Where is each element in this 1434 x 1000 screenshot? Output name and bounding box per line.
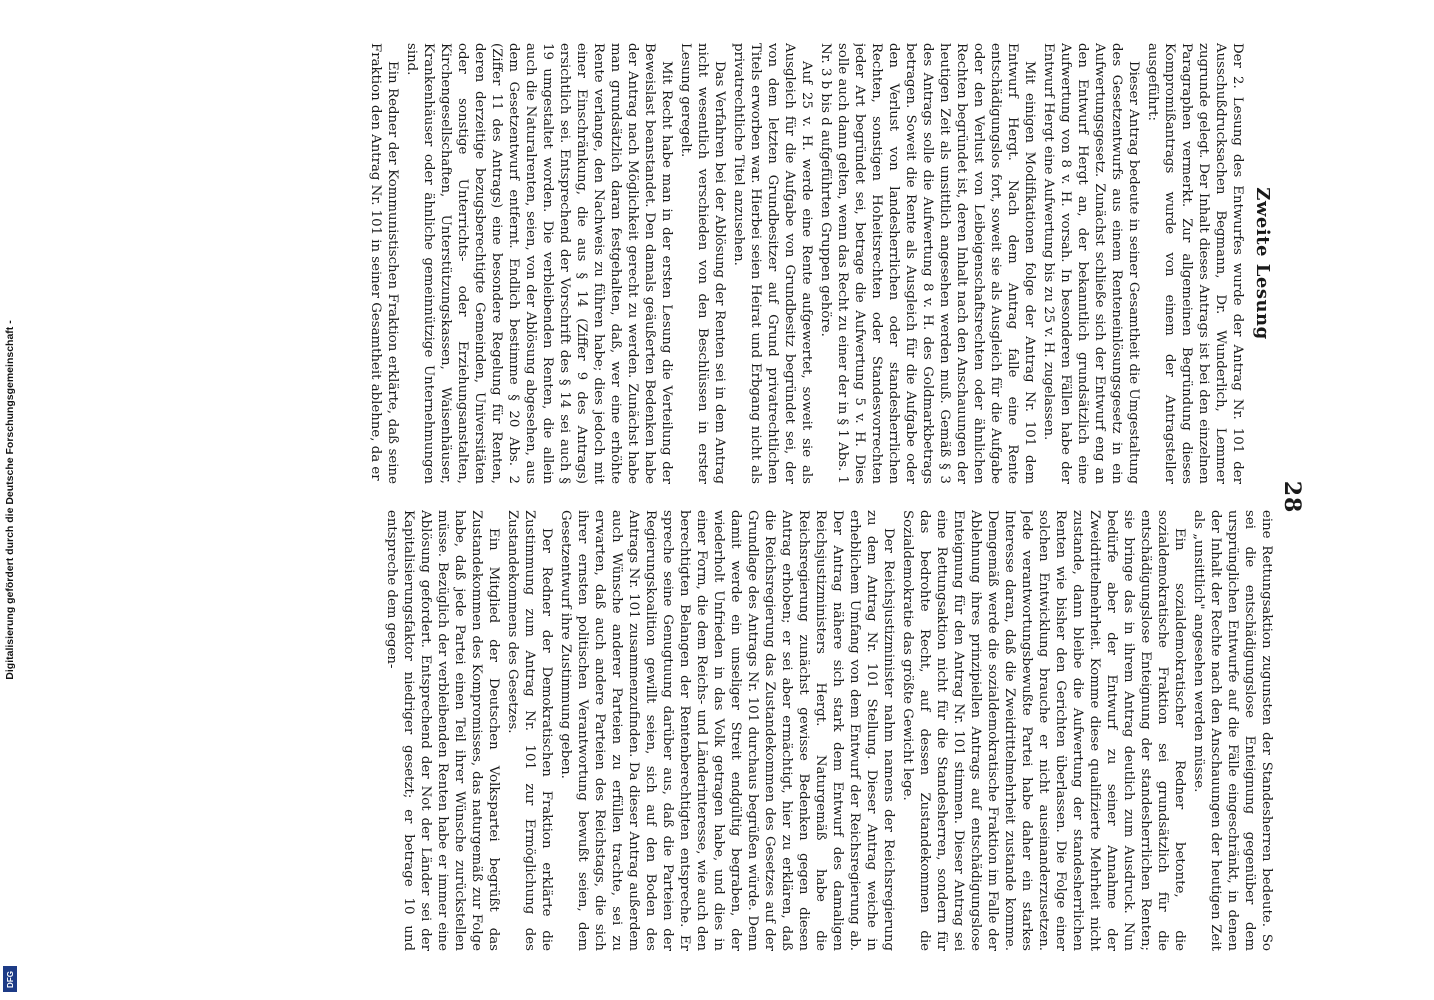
- paragraph: Der Redner der Demokratischen Fraktion erklärte die Zustimmung zum Antrag Nr. 101 zur Ermöglichung des Zustandekommens des Gesetzes.: [505, 510, 554, 951]
- dfg-logo-text: DFG: [5, 970, 15, 988]
- paragraph: Mit Recht habe man in der ersten Lesung die Verteilung der Beweislast beanstandet. Den damals geäußerten Bedenken habe der Antrag nach Möglichkeit gerecht zu werden. Zunächst habe man grundsätzlich daran festgehalten, daß, wer eine erhöhte Rente verlange, den Nachweis zu führen habe; dies jedoch mit einer Einschränkung, die aus § 14 (Ziffer 9 des Antrags) ersichtlich sei. Entsprechend der Vorschrift des § 14 sei auch § 19 umgestaltet worden. Die verbleibenden Renten, die allein auch die Naturalrenten, seien, von der Ablösung abgesehen, aus dem Gesetzentwurf entfernt. Endlich bestimme § 20 Abs. 2 (Ziffer 11 des Antrags) eine besondere Regelung für Renten, deren derzeitige bezugsberechtigte Gemeinden, Universitäten oder sonstige Unterrichts- oder Erziehungsanstalten, Kirchengesellschaften, Unterstützungskassen, Waisenhäuser, Krankenhäuser oder ähnliche gemeinnützige Unternehmungen sind.: [404, 43, 674, 484]
- digitization-footer: [0, 0, 20, 1000]
- paragraph: Der 2. Lesung des Entwurfes wurde der Antrag Nr. 101 der Ausschußdrucksachen Begmann, Dr. Wunderlich, Lemmer zugrunde gelegt. Der Inhalt dieses Antrags ist bei den einzelnen Paragraphen vermerkt. Zur allgemeinen Begründung dieses Kompromißantrags wurde von einem der Antragsteller ausgeführt:: [1145, 43, 1245, 484]
- paragraph: Das Verfahren bei der Ablösung der Renten sei in dem Antrag nicht wesentlich verschieden von den Beschlüssen in erster Lesung geregelt.: [678, 43, 727, 484]
- page-number: 28: [1279, 480, 1305, 514]
- left-column: [125, 43, 1275, 484]
- dfg-logo: [3, 966, 17, 992]
- section-heading: Zweite Lesung: [1252, 187, 1273, 340]
- paragraph: eine Rettungsaktion zugunsten der Standesherren bedeute. So sei die entschädigungslose Enteignung gegenüber dem ursprünglichen Entwurfe auf die Fälle eingeschränkt, in denen der Inhalt der Rechte nach den Anschauungen der heutigen Zeit als „unsittlich" angesehen werden müsse.: [1191, 510, 1274, 951]
- text-columns: [125, 43, 1275, 951]
- paragraph: Dieser Antrag bedeute in seiner Gesamtheit die Umgestaltung des Gesetzentwurfs aus einem Renteneinlösungsgesetz in ein Aufwertungsgesetz. Zunächst schließe sich der Entwurf eng an den Entwurf Hergt an, der bekanntlich grundsätzlich eine Aufwertung von 8 v. H. vorsah. In besonderen Fällen habe der Entwurf Hergt eine Aufwertung bis zu 25 v. H. zugelassen.: [1041, 43, 1141, 484]
- paragraph: Auf 25 v. H. werde eine Rente aufgewertet, soweit sie als Ausgleich für die Aufgabe von Grundbesitz begründet sei, der von dem letzten Grundbesitzer auf Grund privatrechtlichen Titels erworben war. Hierbei seien Heirat und Erbgang nicht als privatrechtliche Titel anzusehen.: [731, 43, 814, 484]
- right-column: [125, 510, 1275, 951]
- scanned-document-page: [107, 5, 1327, 985]
- paragraph: Der Reichsjustizminister nahm namens der Reichsregierung zu dem Antrag Nr. 101 Stellung. Dieser Antrag weiche in erheblichem Umfang von dem Entwurf der Reichsregierung ab. Der Antrag nähere sich stark dem Entwurf des damaligen Reichsjustizministers Hergt. Naturgemäß habe die Reichsregierung zunächst gewisse Bedenken gegen diesen Antrag erhoben; er sei aber ermächtigt, hier zu erklären, daß die Reichsregierung das Zustandekommen des Gesetzes auf der Grundlage des Antrags Nr. 101 durchaus begrüßen würde. Denn damit werde ein unseliger Streit endgültig begraben, der wiederholt Unfrieden in das Volk getragen habe, und dies in einer Form, die dem Reichs- und Länderinteresse, wie auch den berechtigten Belangen der Rentenberechtigten entspreche. Er spreche seine Genugtuung darüber aus, daß die Parteien der Regierungskoalition gewillt seien, sich auf den Boden des Antrags Nr. 101 zusammenzufinden. Da dieser Antrag außerdem auch Wünsche anderer Parteien zu erfüllen trachte, sei zu erwarten, daß auch andere Parteien des Reichstags, die sich ihrer ernsten politischen Verantwortung bewußt seien, dem Gesetzentwurf ihre Zustimmung geben.: [558, 510, 896, 951]
- paragraph: Mit einigen Modifikationen folge der Antrag Nr. 101 dem Entwurf Hergt. Nach dem Antrag falle eine Rente entschädigungslos fort, soweit sie als Ausgleich für die Aufgabe oder den Verlust von Leibeigenschaftsrechten oder ähnlichen Rechten begründet ist, deren Inhalt nach den Anschauungen der heutigen Zeit als unsittlich angesehen werden muß. Gemäß § 3 des Antrags solle die Aufwertung 8 v. H. des Goldmarkbetrags betragen. Soweit die Rente als Ausgleich für die Aufgabe oder den Verlust von landesherrlichen oder standesherrlichen Rechten, sonstigen Hoheitsrechten oder Standesvorrechten jeder Art begründet sei, betrage die Aufwertung 5 v. H. Dies solle auch dann gelten, wenn das Recht zu einer der in § 1 Abs. 1 Nr. 3 b bis d aufgeführten Gruppen gehöre.: [818, 43, 1037, 484]
- paragraph: Ein Mitglied der Deutschen Volkspartei begrüßt das Zustandekommen des Kompromisses, das naturgemäß zur Folge habe, daß jede Partei einen Teil ihrer Wünsche zurückstellen müsse. Bezüglich der verbleibenden Renten habe er immer eine Ablösung gefordert. Entsprechend der Not der Länder sei der Kapitalisierungsfaktor niedriger gesetzt; er betrage 10 und entspreche dem gegen-: [384, 510, 501, 951]
- paragraph: Ein Redner der Kommunistischen Fraktion erklärte, daß seine Fraktion den Antrag Nr. 101 in seiner Gesamtheit ablehne, da er: [368, 43, 400, 484]
- paragraph: Ein sozialdemokratischer Redner betonte, die sozialdemokratische Fraktion sei grundsätzlich für die entschädigungslose Enteignung der standesherrlichen Renten; sie bringe das in ihrem Antrag deutlich zum Ausdruck. Nun bedürfe aber der Entwurf zu seiner Annahme der Zweidrittelmehrheit. Komme diese qualifizierte Mehrheit nicht zustande, dann bleibe die Aufwertung der standesherrlichen Renten wie bisher den Gerichten überlassen. Die Folge einer solchen Entwicklung brauche er nicht auseinanderzusetzen. Jede verantwortungsbewußte Partei habe daher ein starkes Interesse daran, daß die Zweidrittelmehrheit zustande komme. Demgemäß werde die sozialdemokratische Fraktion im Falle der Ablehnung ihres prinzipiellen Antrags auf entschädigungslose Enteignung für den Antrag Nr. 101 stimmen. Dieser Antrag sei eine Rettungsaktion nicht für die Standesherren, sondern für das bedrohte Recht, auf dessen Zustandekommen die Sozialdemokratie das größte Gewicht lege.: [900, 510, 1187, 951]
- funding-credit: Digitalisierung gefördert durch die Deutsche Forschungsgemeinschaft -: [4, 320, 16, 680]
